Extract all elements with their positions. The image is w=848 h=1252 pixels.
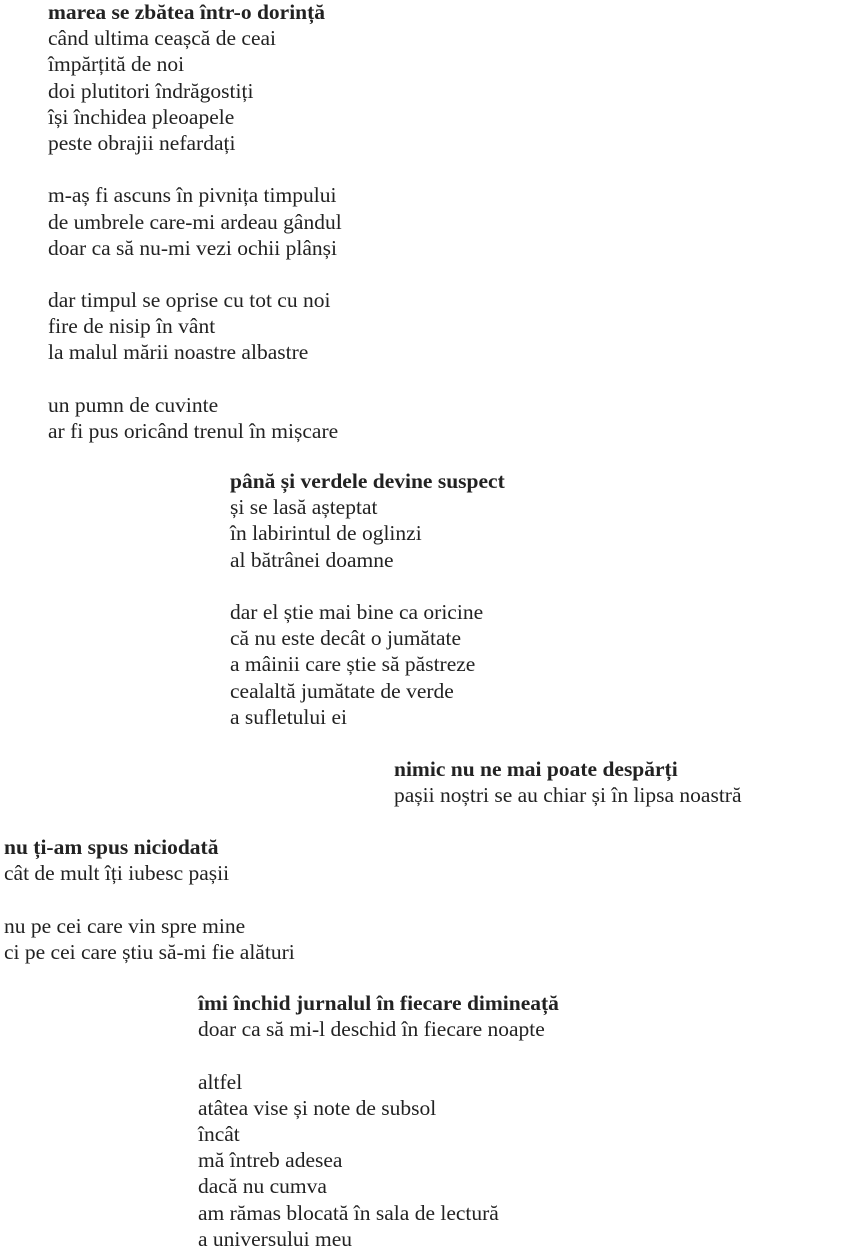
stanza-break bbox=[48, 366, 342, 392]
poem-line: împărțită de noi bbox=[48, 52, 185, 77]
poem-line: peste obrajii nefardați bbox=[48, 130, 236, 155]
poem-line: cât de mult îți iubesc pașii bbox=[4, 861, 230, 886]
poem-line: în labirintul de oglinzi bbox=[230, 521, 422, 546]
poem-line: dar timpul se oprise cu tot cu noi bbox=[48, 288, 331, 313]
poem-line: că nu este decât o jumătate bbox=[230, 626, 462, 651]
poem-line: dar el știe mai bine ca oricine bbox=[230, 599, 484, 624]
poem-line: un pumn de cuvinte bbox=[48, 392, 219, 417]
stanza-break bbox=[48, 156, 342, 182]
poem-line: a mâinii care știe să păstreze bbox=[230, 652, 476, 677]
poem-line: mă întreb adesea bbox=[198, 1148, 343, 1173]
poem-line: m-aș fi ascuns în pivnița timpului bbox=[48, 183, 337, 208]
poem-title: până și verdele devine suspect bbox=[230, 469, 505, 493]
poem-line: doar ca să nu-mi vezi ochii plânși bbox=[48, 235, 337, 260]
poem-line: cealaltă jumătate de verde bbox=[230, 678, 454, 703]
poem-line: dacă nu cumva bbox=[198, 1174, 327, 1199]
stanza-break bbox=[4, 886, 295, 912]
poem-line: nu pe cei care vin spre mine bbox=[4, 913, 246, 938]
poem-line: ci pe cei care știu să-mi fie alături bbox=[4, 939, 295, 964]
poem-line: doar ca să mi-l deschid în fiecare noapte bbox=[198, 1017, 545, 1042]
poem-2 bbox=[230, 468, 505, 730]
poem-title: marea se zbătea într-o dorință bbox=[48, 0, 326, 24]
poem-line: când ultima ceașcă de ceai bbox=[48, 26, 276, 51]
poem-line: a universului meu bbox=[198, 1226, 353, 1251]
poem-line: își închidea pleoapele bbox=[48, 104, 235, 129]
poem-title: nu ți-am spus niciodată bbox=[4, 835, 219, 859]
poem-line: am rămas blocată în sala de lectură bbox=[198, 1200, 499, 1225]
poem-title: nimic nu ne mai poate despărți bbox=[394, 757, 678, 781]
stanza-break bbox=[230, 573, 505, 599]
poem-line: ar fi pus oricând trenul în mișcare bbox=[48, 419, 339, 443]
poem-line: doi plutitori îndrăgostiți bbox=[48, 78, 254, 103]
poem-line: pașii noștri se au chiar și în lipsa noastră bbox=[394, 783, 742, 808]
poem-line: al bătrânei doamne bbox=[230, 547, 394, 572]
poem-3 bbox=[394, 756, 742, 808]
poem-line: la malul mării noastre albastre bbox=[48, 340, 309, 365]
poem-title: îmi închid jurnalul în fiecare dimineață bbox=[198, 991, 559, 1015]
stanza-break bbox=[198, 1042, 559, 1068]
poem-line: altfel bbox=[198, 1069, 243, 1094]
poem-line: și se lasă așteptat bbox=[230, 495, 378, 520]
poem-4 bbox=[4, 834, 295, 965]
poem-5 bbox=[198, 990, 559, 1252]
poem-line: încât bbox=[198, 1121, 240, 1146]
poem-1 bbox=[48, 0, 342, 444]
stanza-break bbox=[48, 261, 342, 287]
poem-line: atâtea vise și note de subsol bbox=[198, 1095, 437, 1120]
poem-line: fire de nisip în vânt bbox=[48, 314, 216, 339]
poem-line: de umbrele care-mi ardeau gândul bbox=[48, 209, 342, 234]
poem-line: a sufletului ei bbox=[230, 704, 348, 729]
